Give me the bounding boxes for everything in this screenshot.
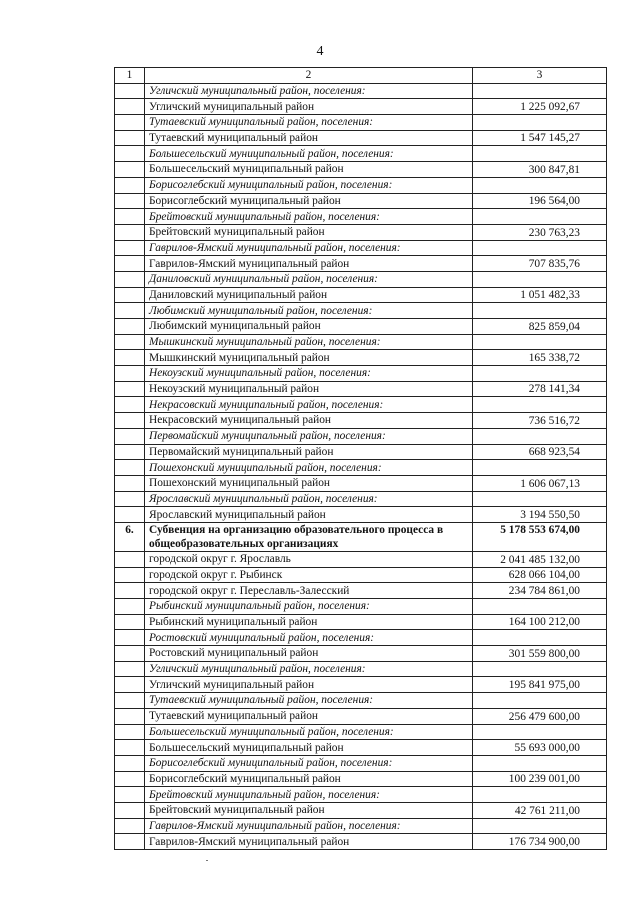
table-row [115,740,607,756]
row-amount-cell [473,271,607,287]
table-body [115,68,607,850]
row-amount-cell [473,460,607,476]
column-header-number: 1 [115,68,145,84]
row-amount-cell: 55 693 000,00 [473,740,607,756]
table-row-group-heading [115,428,607,444]
table-row [115,99,607,115]
table-row-group-heading [115,630,607,646]
row-number-cell [115,708,145,724]
row-amount-cell: 1 606 067,13 [473,475,607,491]
row-number-cell [115,350,145,366]
table-row [115,646,607,662]
table-row-section [115,522,607,551]
table-row [115,677,607,693]
table-row [115,256,607,272]
row-name-cell: Ярославский муниципальный район [145,507,473,523]
row-number-cell [115,303,145,319]
table-row-group-heading [115,366,607,382]
row-name-cell: Тутаевский муниципальный район, поселения: [145,693,473,709]
row-number-cell [115,834,145,850]
table-row-group-heading [115,334,607,350]
row-number-cell [115,693,145,709]
row-number-cell [115,491,145,507]
table-row-group-heading [115,83,607,99]
table-row [115,475,607,491]
row-name-cell: Гаврилов-Ямский муниципальный район, поселения: [145,818,473,834]
row-name-cell: Угличский муниципальный район, поселения: [145,83,473,99]
table-row-group-heading [115,115,607,131]
row-amount-cell: 736 516,72 [473,413,607,429]
row-amount-cell: 300 847,81 [473,162,607,178]
row-name-cell: Рыбинский муниципальный район [145,614,473,630]
row-number-cell [115,428,145,444]
row-name-cell: Некоузский муниципальный район [145,381,473,397]
table-row-group-heading [115,599,607,615]
row-name-cell: Пошехонский муниципальный район [145,475,473,491]
table-row [115,350,607,366]
column-header-name: 2 [145,68,473,84]
row-amount-cell: 256 479 600,00 [473,708,607,724]
row-amount-cell: 707 835,76 [473,256,607,272]
table-row [115,802,607,818]
row-number-cell [115,319,145,335]
row-amount-cell [473,818,607,834]
row-number-cell [115,661,145,677]
table-row-group-heading [115,240,607,256]
row-amount-cell [473,115,607,131]
row-name-cell: Брейтовский муниципальный район [145,802,473,818]
row-number-cell [115,271,145,287]
row-name-cell: Угличский муниципальный район, поселения: [145,661,473,677]
row-amount-cell [473,724,607,740]
table-row-group-heading [115,303,607,319]
table-row [115,834,607,850]
row-amount-cell: 5 178 553 674,00 [473,522,607,551]
table-row [115,583,607,599]
row-amount-cell [473,366,607,382]
row-number-cell [115,787,145,803]
row-amount-cell: 825 859,04 [473,319,607,335]
row-amount-cell [473,177,607,193]
row-name-cell: Первомайский муниципальный район, поселения: [145,428,473,444]
table-row [115,193,607,209]
row-amount-cell [473,661,607,677]
table-row [115,614,607,630]
table-row [115,287,607,303]
row-name-cell: городской округ г. Переславль-Залесский [145,583,473,599]
row-number-cell: 6. [115,522,145,551]
table-row [115,551,607,567]
row-amount-cell [473,83,607,99]
table-row-group-heading [115,693,607,709]
row-number-cell [115,366,145,382]
row-number-cell [115,551,145,567]
table-row-group-heading [115,755,607,771]
row-number-cell [115,381,145,397]
row-number-cell [115,818,145,834]
table-row-group-heading [115,271,607,287]
row-amount-cell: 278 141,34 [473,381,607,397]
row-amount-cell: 1 051 482,33 [473,287,607,303]
row-name-cell: Гаврилов-Ямский муниципальный район, поселения: [145,240,473,256]
row-amount-cell: 195 841 975,00 [473,677,607,693]
row-amount-cell [473,209,607,225]
row-name-cell: Субвенция на организацию образовательного процесса в общеобразовательных организациях [145,522,473,551]
row-number-cell [115,115,145,131]
row-name-cell: Мышкинский муниципальный район [145,350,473,366]
table-row [115,319,607,335]
row-number-cell [115,802,145,818]
row-amount-cell: 196 564,00 [473,193,607,209]
scan-speck [206,860,208,861]
row-number-cell [115,771,145,787]
row-number-cell [115,83,145,99]
row-number-cell [115,99,145,115]
table-row-group-heading [115,661,607,677]
row-number-cell [115,567,145,583]
row-number-cell [115,583,145,599]
table-row [115,771,607,787]
table-row [115,130,607,146]
row-amount-cell [473,146,607,162]
row-amount-cell [473,303,607,319]
row-amount-cell: 1 225 092,67 [473,99,607,115]
page-number: 4 [316,44,324,59]
row-number-cell [115,209,145,225]
row-name-cell: Угличский муниципальный район [145,99,473,115]
row-number-cell [115,599,145,615]
table-row [115,162,607,178]
row-name-cell: Борисоглебский муниципальный район, поселения: [145,177,473,193]
table-row [115,381,607,397]
row-number-cell [115,614,145,630]
row-amount-cell [473,240,607,256]
table-row-group-heading [115,209,607,225]
table-row [115,413,607,429]
row-amount-cell: 668 923,54 [473,444,607,460]
table-row [115,708,607,724]
row-name-cell: Гаврилов-Ямский муниципальный район [145,834,473,850]
row-name-cell: Тутаевский муниципальный район [145,130,473,146]
row-name-cell: Некоузский муниципальный район, поселения: [145,366,473,382]
row-name-cell: Борисоглебский муниципальный район [145,771,473,787]
row-amount-cell: 2 041 485 132,00 [473,551,607,567]
row-number-cell [115,444,145,460]
row-name-cell: Большесельский муниципальный район [145,162,473,178]
row-amount-cell: 42 761 211,00 [473,802,607,818]
row-number-cell [115,130,145,146]
row-name-cell: Брейтовский муниципальный район, поселения: [145,787,473,803]
row-name-cell: Ярославский муниципальный район, поселения: [145,491,473,507]
table-row-group-heading [115,397,607,413]
row-number-cell [115,740,145,756]
row-amount-cell [473,334,607,350]
row-name-cell: городской округ г. Рыбинск [145,567,473,583]
row-number-cell [115,256,145,272]
row-amount-cell [473,599,607,615]
row-amount-cell: 165 338,72 [473,350,607,366]
row-name-cell: Большесельский муниципальный район, поселения: [145,724,473,740]
row-amount-cell [473,787,607,803]
row-amount-cell [473,397,607,413]
row-name-cell: городской округ г. Ярославль [145,551,473,567]
row-amount-cell [473,693,607,709]
row-amount-cell: 100 239 001,00 [473,771,607,787]
row-name-cell: Некрасовский муниципальный район, поселения: [145,397,473,413]
row-number-cell [115,397,145,413]
row-number-cell [115,677,145,693]
row-name-cell: Гаврилов-Ямский муниципальный район [145,256,473,272]
table-row [115,567,607,583]
column-header-amount: 3 [473,68,607,84]
table-row-group-heading [115,818,607,834]
row-amount-cell [473,428,607,444]
table-row-group-heading [115,491,607,507]
row-amount-cell: 234 784 861,00 [473,583,607,599]
table-row-group-heading [115,787,607,803]
row-number-cell [115,334,145,350]
row-number-cell [115,460,145,476]
row-number-cell [115,646,145,662]
row-name-cell: Тутаевский муниципальный район [145,708,473,724]
row-number-cell [115,630,145,646]
table-row [115,444,607,460]
row-amount-cell [473,491,607,507]
row-number-cell [115,162,145,178]
row-name-cell: Даниловский муниципальный район, поселения: [145,271,473,287]
row-number-cell [115,507,145,523]
row-name-cell: Первомайский муниципальный район [145,444,473,460]
row-number-cell [115,177,145,193]
row-number-cell [115,724,145,740]
row-name-cell: Ростовский муниципальный район, поселения: [145,630,473,646]
row-amount-cell [473,755,607,771]
row-amount-cell: 628 066 104,00 [473,567,607,583]
row-name-cell: Любимский муниципальный район [145,319,473,335]
table-row [115,507,607,523]
row-name-cell: Борисоглебский муниципальный район [145,193,473,209]
row-number-cell [115,146,145,162]
table-row-group-heading [115,460,607,476]
row-name-cell: Большесельский муниципальный район, поселения: [145,146,473,162]
row-name-cell: Даниловский муниципальный район [145,287,473,303]
row-amount-cell [473,630,607,646]
row-name-cell: Брейтовский муниципальный район, поселения: [145,209,473,225]
row-amount-cell: 176 734 900,00 [473,834,607,850]
row-number-cell [115,193,145,209]
table-row-group-heading [115,724,607,740]
row-name-cell: Некрасовский муниципальный район [145,413,473,429]
row-number-cell [115,413,145,429]
row-name-cell: Рыбинский муниципальный район, поселения: [145,599,473,615]
row-number-cell [115,287,145,303]
row-name-cell: Угличский муниципальный район [145,677,473,693]
table-row [115,224,607,240]
row-name-cell: Мышкинский муниципальный район, поселения: [145,334,473,350]
row-name-cell: Любимский муниципальный район, поселения: [145,303,473,319]
row-name-cell: Ростовский муниципальный район [145,646,473,662]
row-amount-cell: 301 559 800,00 [473,646,607,662]
row-amount-cell: 1 547 145,27 [473,130,607,146]
row-number-cell [115,755,145,771]
row-name-cell: Большесельский муниципальный район [145,740,473,756]
subsidy-table [114,67,607,850]
row-amount-cell: 3 194 550,50 [473,507,607,523]
row-number-cell [115,240,145,256]
table-row-group-heading [115,177,607,193]
row-number-cell [115,475,145,491]
row-name-cell: Борисоглебский муниципальный район, поселения: [145,755,473,771]
row-number-cell [115,224,145,240]
row-name-cell: Брейтовский муниципальный район [145,224,473,240]
row-name-cell: Тутаевский муниципальный район, поселения: [145,115,473,131]
row-amount-cell: 230 763,23 [473,224,607,240]
table-row-group-heading [115,146,607,162]
row-amount-cell: 164 100 212,00 [473,614,607,630]
row-name-cell: Пошехонский муниципальный район, поселения: [145,460,473,476]
table-header-row [115,68,607,84]
